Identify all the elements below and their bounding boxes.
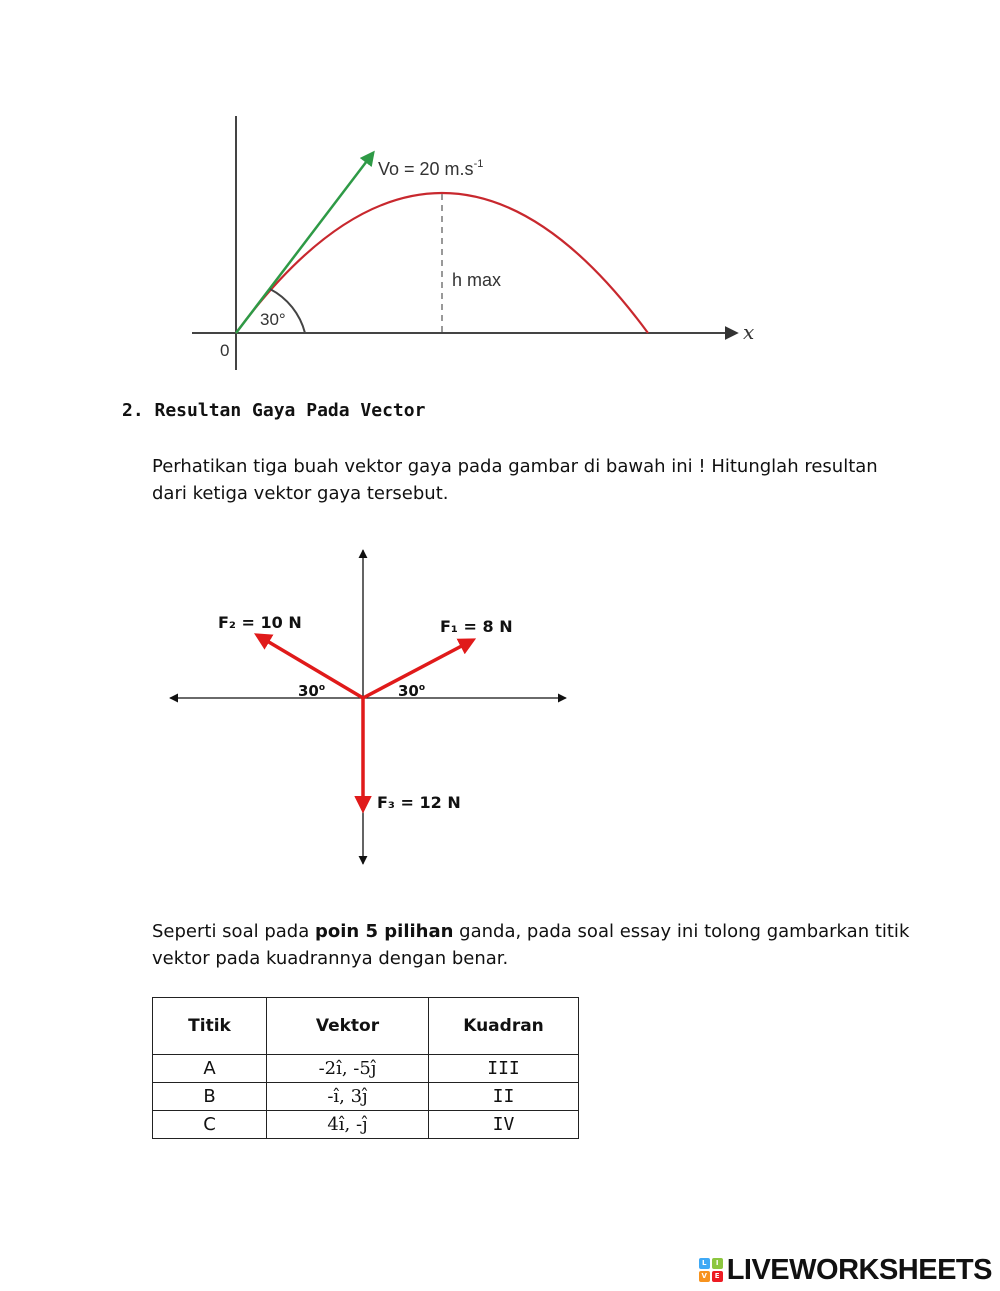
essay-paragraph: [152, 918, 912, 972]
header-titik: Titik: [153, 998, 267, 1055]
force-diagram: [160, 540, 580, 870]
liveworksheets-logo: [699, 1252, 992, 1288]
angle-left-label: 30$^o$: [298, 682, 326, 700]
cell-titik: A: [153, 1055, 267, 1083]
x-axis-label: x: [743, 320, 755, 344]
table-row: [153, 1055, 579, 1083]
essay-text-1: Seperti soal pada: [152, 921, 315, 942]
table-header-row: [153, 998, 579, 1055]
f1-label: F₁ = 8 N: [440, 617, 513, 636]
cell-vektor: -2î, -5ĵ: [267, 1055, 429, 1083]
cell-vektor: 4î, -ĵ: [267, 1111, 429, 1139]
cell-titik: B: [153, 1083, 267, 1111]
logo-tile: I: [712, 1258, 723, 1269]
logo-tiles-icon: [699, 1258, 723, 1282]
section-title: 2. Resultan Gaya Pada Vector: [122, 400, 426, 421]
table-row: [153, 1083, 579, 1111]
section-paragraph: Perhatikan tiga buah vektor gaya pada gambar di bawah ini ! Hitunglah resultan dari ketiga vektor gaya tersebut.: [152, 456, 878, 504]
cell-vektor: -î, 3ĵ: [267, 1083, 429, 1111]
essay-text-2: ganda, pada soal essay ini tolong gambarkan titik vektor pada kuadrannya dengan benar.: [152, 921, 910, 969]
f2-label: F₂ = 10 N: [218, 613, 302, 632]
velocity-vector: [236, 153, 373, 333]
vector-table: [152, 997, 579, 1139]
essay-bold-text: poin 5 pilihan: [314, 921, 454, 942]
cell-titik: C: [153, 1111, 267, 1139]
angle-label: 30°: [260, 310, 286, 329]
header-vektor: Vektor: [267, 998, 429, 1055]
angle-right-label: 30$^o$: [398, 682, 426, 700]
projectile-diagram: [180, 110, 780, 380]
f3-label: F₃ = 12 N: [377, 793, 461, 812]
table-row: [153, 1111, 579, 1139]
logo-tile: V: [699, 1271, 710, 1282]
cell-kuadran: IV: [429, 1111, 579, 1139]
logo-tile: L: [699, 1258, 710, 1269]
logo-tile: E: [712, 1271, 723, 1282]
origin-label: 0: [220, 341, 230, 360]
logo-text: LIVEWORKSHEETS: [726, 1253, 992, 1286]
cell-kuadran: III: [429, 1055, 579, 1083]
header-kuadran: Kuadran: [429, 998, 579, 1055]
v0-label: Vo = 20 $m.s^{-1}$: [378, 158, 484, 179]
cell-kuadran: II: [429, 1083, 579, 1111]
hmax-label: h max: [452, 270, 502, 290]
